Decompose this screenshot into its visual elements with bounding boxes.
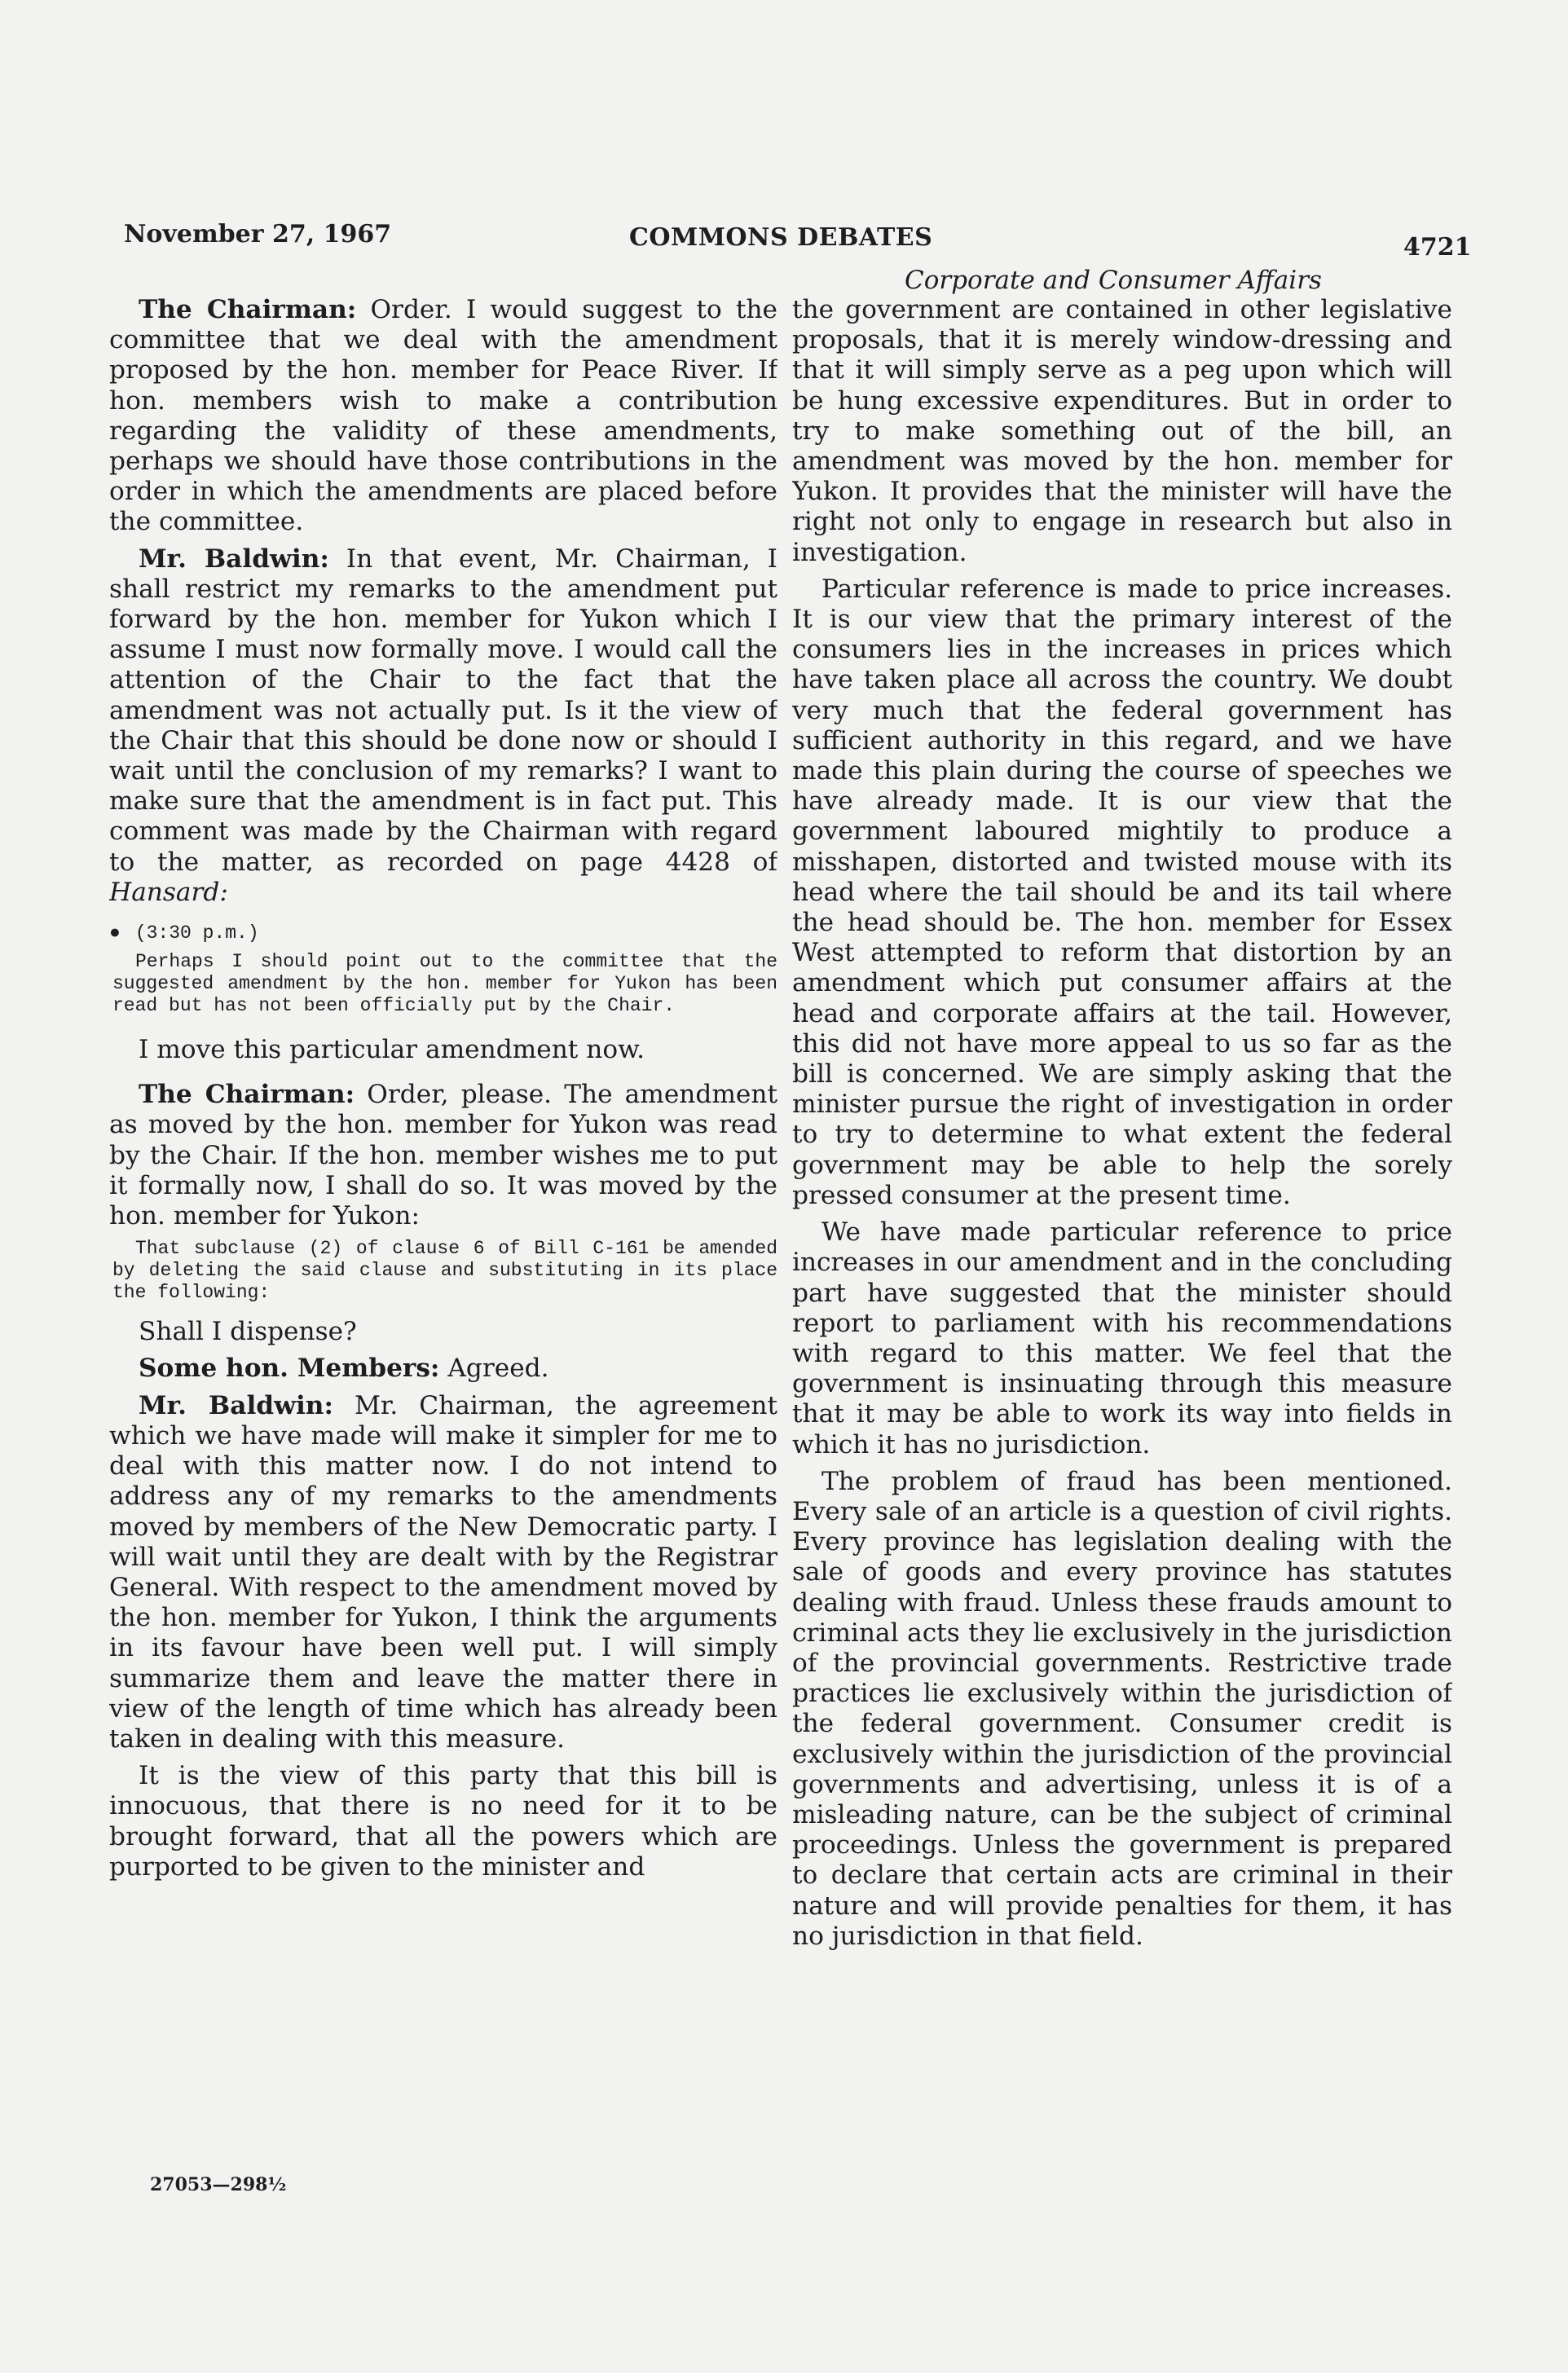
speaker-name: Some hon. Members:: [139, 1354, 440, 1384]
bullet-icon: ●: [109, 922, 121, 944]
speech-text: Mr. Chairman, the agreement which we have made will make it simpler for me to deal with this matter now. I do not intend to address any of my remarks to the amendments moved by members of the New Democratic party. I will wait until they are dealt with by the Registrar General. With respect to the amendment moved by the hon. member for Yukon, I think the arguments in its favour have been well put. I will simply summarize them and leave the matter there in view of the length of time which has already been taken in dealing with this measure.: [109, 1390, 777, 1754]
section-subhead: Corporate and Consumer Affairs: [905, 266, 1322, 295]
left-column: [109, 295, 777, 2169]
speech-text: In that event, Mr. Chairman, I shall restrict my remarks to the amendment put forward by the hon. member for Yukon which I assume I must now formally move. I would call the attention of the Chair to the fact that the amendment was not actually put. Is it the view of the Chair that this should be done now or should I wait until the conclusion of my remarks? I want to make sure that the amendment is in fact put. This comment was made by the Chairman with regard to the matter, as recorded on page 4428 of: [109, 544, 777, 877]
header-date: November 27, 1967: [124, 220, 392, 249]
speaker-name: Mr. Baldwin:: [139, 544, 329, 574]
paragraph: [109, 1080, 777, 1231]
paragraph: Particular reference is made to price increases. It is our view that the primary interest of the consumers lies in the increases in prices which have taken place all across the country. We doubt very much that the federal government has sufficient authority in this regard, and we have made this plain during the course of speeches we have already made. It is our view that the government laboured mightily to produce a misshapen, distorted and twisted mouse with its head where the tail should be and its tail where the head should be. The hon. member for Essex West attempted to reform that distortion by an amendment which put consumer affairs at the head and corporate affairs at the tail. However, this did not have more appeal to us so far as the bill is concerned. We are simply asking that the minister pursue the right of investigation in order to try to determine to what extent the federal government may be able to help the sorely pressed consumer at the present time.: [792, 574, 1452, 1210]
time-text: (3:30 p.m.): [134, 922, 259, 944]
paragraph: the government are contained in other legislative proposals, that it is merely window-dressing and that it will simply serve as a peg upon which will be hung excessive expenditures. But in order to try to make something out of the bill, an amendment was moved by the hon. member for Yukon. It provides that the minister will have the right not only to engage in research but also in investigation.: [792, 295, 1452, 567]
speaker-name: The Chairman:: [139, 295, 357, 324]
paragraph: Shall I dispense?: [139, 1317, 357, 1347]
quoted-motion: That subclause (2) of clause 6 of Bill C-161 be amended by deleting the said clause and substituting in its place the following:: [112, 1238, 777, 1304]
paragraph: We have made particular reference to price increases in our amendment and in the concluding part have suggested that the minister should report to parliament with his recommendations with regard to this matter. We feel that the government is insinuating through this measure that it may be able to work its way into fields in which it has no jurisdiction.: [792, 1217, 1452, 1459]
speech-text: Order. I would suggest to the committee that we deal with the amendment proposed by the hon. member for Peace River. If hon. members wish to make a contribution regarding the validity of these amendments, perhaps we should have those contributions in the order in which the amendments are placed before the committee.: [109, 295, 777, 537]
paragraph: [109, 295, 777, 538]
speech-text: Order, please. The amendment as moved by the hon. member for Yukon was read by the Chair. If the hon. member wishes me to put it formally now, I shall do so. It was moved by the hon. member for Yukon:: [109, 1080, 777, 1231]
paragraph: [109, 1391, 777, 1754]
right-column: [792, 295, 1452, 2169]
timestamp: [109, 922, 777, 944]
footer-code: 27053—298½: [150, 2174, 287, 2195]
hansard-reference: Hansard:: [109, 877, 228, 907]
paragraph: [109, 1354, 777, 1384]
paragraph: I move this particular amendment now.: [139, 1035, 645, 1065]
paragraph: [109, 544, 777, 908]
quoted-passage: Perhaps I should point out to the committee that the suggested amendment by the hon. member for Yukon has been read but has not been officially put by the Chair.: [112, 951, 777, 1017]
paragraph: The problem of fraud has been mentioned. Every sale of an article is a question of civil rights. Every province has legislation dealing with the sale of goods and every province has statutes dealing with fraud. Unless these frauds amount to criminal acts they lie exclusively in the jurisdiction of the provincial governments. Restrictive trade practices lie exclusively within the jurisdiction of the federal government. Consumer credit is exclusively within the jurisdiction of the provincial governments and advertising, unless it is of a misleading nature, can be the subject of criminal proceedings. Unless the government is prepared to declare that certain acts are criminal in their nature and will provide penalties for them, it has no jurisdiction in that field.: [792, 1466, 1452, 1951]
speaker-name: The Chairman:: [139, 1080, 355, 1110]
speech-text: Agreed.: [439, 1354, 549, 1384]
speaker-name: Mr. Baldwin:: [139, 1390, 333, 1420]
page-number: 4721: [1403, 233, 1472, 262]
header-title: COMMONS DEBATES: [629, 223, 933, 252]
paragraph: It is the view of this party that this bill is innocuous, that there is no need for it to be brought forward, that all the powers which are purported to be given to the minister and: [109, 1761, 777, 1882]
